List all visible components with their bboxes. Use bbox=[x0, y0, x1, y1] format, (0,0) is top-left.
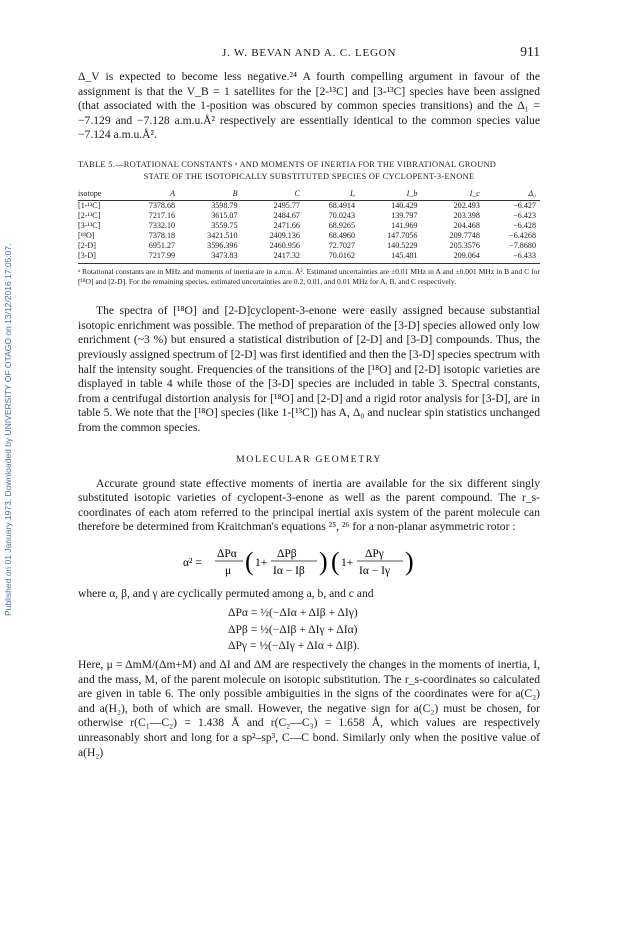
paragraph-kraitchman: Accurate ground state effective moments of inertia are available for the six different singly substituted isotopic varieties of cyclopent-3-enone as well as the parent compound. The r_s-coordinates of each atom referred to the principal inertial axis system of the parent molecule can therefore be determined from Kraitchman's equations ²⁵, ²⁶ for a non-planar asymmetric rotor : bbox=[78, 476, 540, 534]
rotational-constants-table bbox=[78, 187, 540, 264]
table-cell: 204.468 bbox=[453, 220, 480, 230]
table-footnote: ᵃ Rotational constants are in MHz and moments of inertia are in a.m.u. Å². Estimated uncertainties are ±0.01 MHz in A and ±0.001 MHz in B and C for [¹⁸O] and [2-D]. For the remaining species, estimated uncertainties are 0.2, 0.01, and 0.01 MHz for A, B, and C respectively. bbox=[78, 266, 540, 286]
table-header-cell: A bbox=[124, 187, 179, 201]
table-cell: 2409.136 bbox=[269, 230, 300, 240]
table-cell: 7378.68 bbox=[148, 200, 176, 210]
table-cell: 70.0243 bbox=[328, 210, 356, 220]
close-paren: ) bbox=[405, 546, 414, 576]
open-paren: ( bbox=[245, 546, 254, 576]
table-header-row bbox=[78, 187, 540, 201]
equation-den-1: μ bbox=[225, 564, 232, 577]
table-cell: [1-¹³C] bbox=[78, 200, 101, 210]
equation-factor2-den: Iα − Iγ bbox=[359, 564, 391, 577]
equation-lhs: α² = bbox=[183, 556, 202, 569]
table-cell: 2484.67 bbox=[273, 210, 300, 220]
table-cell: [2-D] bbox=[78, 240, 96, 250]
table-header-cell: isotope bbox=[78, 187, 124, 201]
table-caption bbox=[78, 159, 540, 183]
download-notice-text: Published on 01 January 1973. Downloaded by UNIVERSITY OF OTAGO on 13/12/2016 17:05:07. bbox=[3, 243, 13, 617]
equation-one: 1+ bbox=[341, 556, 354, 569]
table-row bbox=[78, 241, 540, 251]
equation-one: 1+ bbox=[255, 556, 268, 569]
table-cell: 3421.510 bbox=[207, 230, 238, 240]
table-cell: 209.064 bbox=[421, 251, 483, 264]
table-cell: 140.5229 bbox=[387, 240, 418, 250]
equation-factor1-den: Iα − Iβ bbox=[273, 564, 305, 577]
delta-p-beta-equation: ΔPβ = ½(−ΔIβ + ΔIγ + ΔIα) bbox=[228, 622, 358, 636]
table-cell: 2417.32 bbox=[242, 251, 304, 264]
table-cell: [3-¹³C] bbox=[78, 220, 101, 230]
table-cell: 70.0162 bbox=[304, 251, 359, 264]
equation-factor1-num: ΔPβ bbox=[277, 547, 297, 560]
table-cell: 3598.79 bbox=[211, 200, 238, 210]
table-cell: −6.427 bbox=[513, 200, 536, 210]
table-caption-line-1: TABLE 5.—ROTATIONAL CONSTANTS ᵃ AND MOMENTS OF INERTIA FOR THE VIBRATIONAL GROUND bbox=[78, 159, 497, 169]
table-cell: 2460.956 bbox=[269, 240, 300, 250]
table-row bbox=[78, 231, 540, 241]
table-cell: 209.7748 bbox=[449, 230, 480, 240]
delta-p-alpha-equation: ΔPα = ½(−ΔIα + ΔIβ + ΔIγ) bbox=[228, 606, 358, 620]
table-cell: 7332.10 bbox=[148, 220, 176, 230]
kraitchman-equation-graphic bbox=[179, 543, 439, 581]
table-cell: −6.428 bbox=[513, 220, 536, 230]
table-cell: [2-¹³C] bbox=[78, 210, 101, 220]
table-cell: 205.3576 bbox=[449, 240, 480, 250]
table-cell: 147.7056 bbox=[387, 230, 418, 240]
section-heading: MOLECULAR GEOMETRY bbox=[235, 453, 383, 465]
table-cell: 3596.396 bbox=[207, 240, 238, 250]
table-cell: [¹⁸O] bbox=[78, 230, 95, 240]
running-header bbox=[78, 44, 540, 64]
table-cell: 2471.66 bbox=[273, 220, 300, 230]
table-cell: 141.969 bbox=[391, 220, 418, 230]
table-cell: 68.9265 bbox=[328, 220, 356, 230]
table-cell: −6.423 bbox=[513, 210, 536, 220]
table-cell: 72.7027 bbox=[328, 240, 356, 250]
page-number: 911 bbox=[520, 44, 540, 59]
table-row bbox=[78, 251, 540, 264]
table-header-cell: I_b bbox=[359, 187, 421, 201]
table-cell: [3-D] bbox=[78, 251, 124, 264]
table-cell: 6951.27 bbox=[148, 240, 176, 250]
table-row bbox=[78, 200, 540, 211]
table-cell: 139.797 bbox=[391, 210, 418, 220]
table-cell: 7378.18 bbox=[148, 230, 176, 240]
table-cell: 3615.07 bbox=[211, 210, 238, 220]
table-header-cell: B bbox=[179, 187, 241, 201]
journal-page bbox=[78, 44, 540, 760]
download-notice bbox=[2, 150, 14, 710]
table-header-cell: I_c bbox=[421, 187, 483, 201]
open-paren: ( bbox=[331, 546, 340, 576]
table-cell: 2495.77 bbox=[273, 200, 300, 210]
table-cell: 68.4914 bbox=[328, 200, 356, 210]
table-header-cell: Δ₀ bbox=[484, 187, 540, 201]
delta-p-equations bbox=[78, 605, 540, 654]
close-paren: ) bbox=[319, 546, 328, 576]
table-cell: 7217.99 bbox=[124, 251, 179, 264]
table-caption-line-2: STATE OF THE ISOTOPICALLY SUBSTITUTED SPECIES OF CYCLOPENT-3-ENONE bbox=[143, 171, 475, 181]
table-cell: 203.398 bbox=[453, 210, 480, 220]
delta-p-gamma-equation: ΔPγ = ½(−ΔIγ + ΔIα + ΔIβ). bbox=[228, 638, 360, 652]
table-cell: −6.433 bbox=[484, 251, 540, 264]
table-row bbox=[78, 211, 540, 221]
table-cell: −7.8680 bbox=[509, 240, 536, 250]
table-header-cell: C bbox=[242, 187, 304, 201]
kraitchman-equation bbox=[78, 543, 540, 581]
paragraph-rs-coordinates: Here, μ = ΔmM/(Δm+M) and ΔI and ΔM are respectively the changes in the moments of inertia, I, and the mass, M, of the parent molecule on isotopic substitution. The r_s-coordinates so calculated are given in table 6. The only possible ambiguities in the signs of the coordinates were for a(C₂) and a(H₂), both of which are small. However, the negative sign for a(C₂) must be chosen, for otherwise r(C₁—C₂) = 1.438 Å and r(C₂—C₃) = 1.658 Å, which values are respectively unreasonably short and long for a sp²–sp³, C—C bond. Similarly only when the positive value of a(H₂) bbox=[78, 658, 540, 759]
table-cell: 7217.16 bbox=[148, 210, 176, 220]
table-cell: −6.4268 bbox=[509, 230, 536, 240]
table-cell: 3473.83 bbox=[179, 251, 241, 264]
paragraph-permutation: where α, β, and γ are cyclically permuted among a, b, and c and bbox=[78, 586, 374, 600]
running-header-authors: J. W. BEVAN AND A. C. LEGON bbox=[222, 47, 397, 59]
table-header-cell: Iₐ bbox=[304, 187, 359, 201]
paragraph-isotopic-spectra: The spectra of [¹⁸O] and [2-D]cyclopent-3-enone were easily assigned because substantial isotopic enrichment was possible. The method of preparation of the [3-D] species allowed only low enrichment (~3 %) but ensured a statistical distribution of [2-D] and [3-D] compounds. Thus, the previously assigned spectrum of [2-D] was first identified and then the [3-D] species spectrum with half the intensity sought. Frequencies of the transitions of the [¹⁸O] and [2-D] isotopic varieties are displayed in table 4 while those of the [3-D] species are included in table 3. Spectral constants, from a centrifugal distortion analysis for [¹⁸O] and [2-D] and a rigid rotor analysis for [3-D], are in table 5. We note that the [¹⁸O] species (like 1-[¹³C]) has A, Δ₀ and nuclear spin statistics unchanged from the common species. bbox=[78, 304, 540, 434]
equation-num-1: ΔPα bbox=[217, 547, 237, 560]
equation-factor2-num: ΔPγ bbox=[365, 547, 384, 560]
table-cell: 3559.75 bbox=[211, 220, 238, 230]
table-cell: 68.4960 bbox=[328, 230, 356, 240]
table-cell: 145.481 bbox=[359, 251, 421, 264]
table-cell: 202.493 bbox=[453, 200, 480, 210]
paragraph-assignment-argument: Δ_V is expected to become less negative.²⁴ A fourth compelling argument in favour of the assignment is that the V_B = 1 satellites for the [2-¹³C] and [3-¹³C] species have been assigned (that associated with the 1-position was obscured by common species transitions) and the Δ₁ = −7.129 and −7.128 a.m.u.Å² respectively are essentially identical to the common species value −7.124 a.m.u.Å². bbox=[78, 70, 540, 142]
table-row bbox=[78, 221, 540, 231]
table-cell: 140.429 bbox=[391, 200, 418, 210]
